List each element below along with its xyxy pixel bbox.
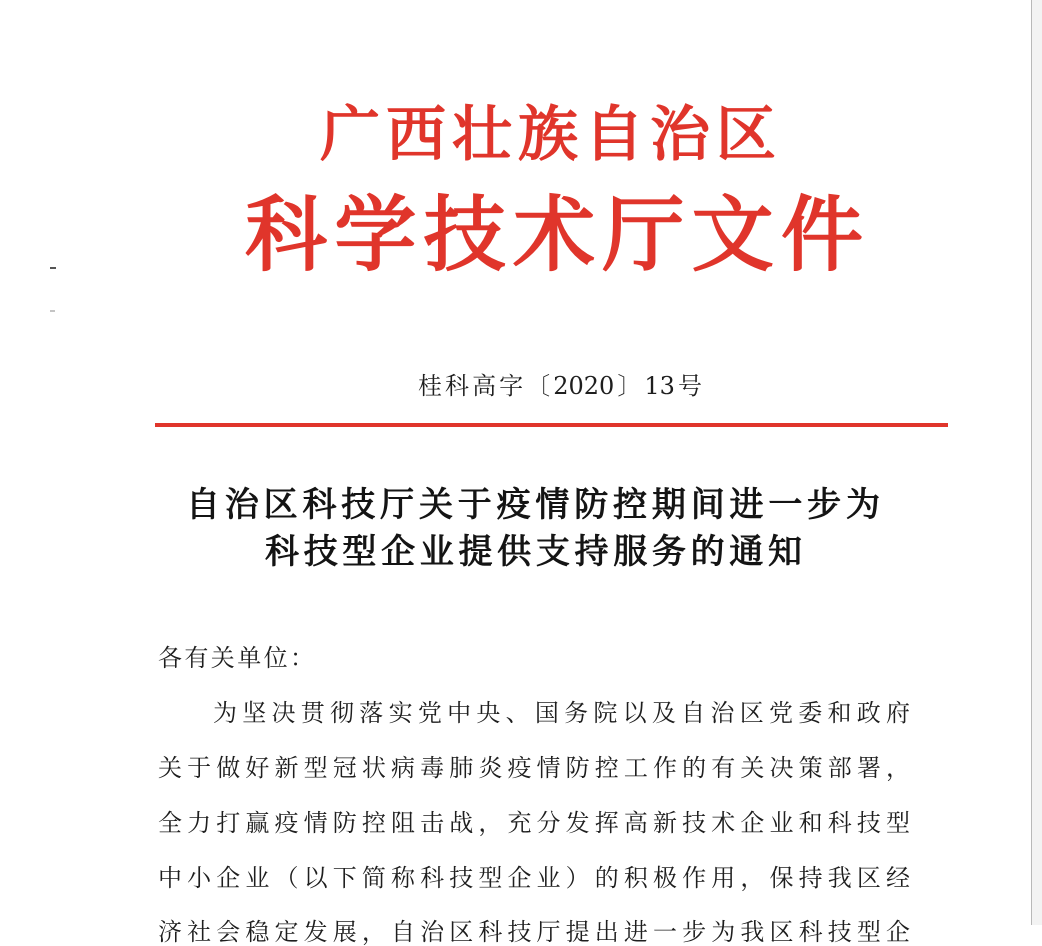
issuer-header-line-2: 科学技术厅文件 bbox=[245, 187, 863, 283]
scan-edge-line bbox=[1031, 0, 1032, 925]
document-title-line-1: 自治区科技厅关于疫情防控期间进一步为 bbox=[186, 485, 880, 525]
body-line: 关于做好新型冠状病毒肺炎疫情防控工作的有关决策部署， bbox=[158, 754, 910, 782]
body-line-clip bbox=[158, 918, 910, 946]
salutation: 各有关单位： bbox=[158, 644, 314, 672]
scan-edge-shade bbox=[1032, 0, 1042, 925]
issuer-header-line-1: 广西壮族自治区 bbox=[320, 100, 776, 170]
body-line: 济社会稳定发展，自治区科技厅提出进一步为我区科技型企 bbox=[158, 918, 910, 946]
body-line: 全力打赢疫情防控阻击战，充分发挥高新技术企业和科技型 bbox=[158, 809, 910, 837]
scan-mark bbox=[50, 310, 55, 312]
red-divider-rule bbox=[155, 423, 948, 427]
document-title-line-2: 科技型企业提供支持服务的通知 bbox=[265, 532, 802, 572]
scan-mark bbox=[50, 267, 56, 269]
body-line: 中小企业（以下简称科技型企业）的积极作用，保持我区经 bbox=[158, 864, 910, 892]
document-number: 桂科高字〔2020〕13号 bbox=[418, 372, 702, 400]
body-line: 为坚决贯彻落实党中央、国务院以及自治区党委和政府 bbox=[213, 699, 910, 727]
